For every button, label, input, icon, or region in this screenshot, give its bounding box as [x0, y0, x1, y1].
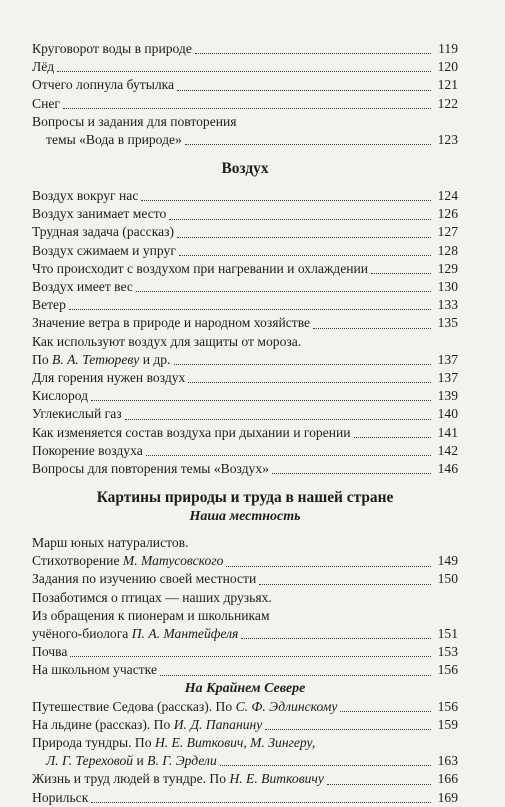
- toc-entry-title: Ветер: [32, 297, 66, 313]
- dot-leader: [177, 236, 431, 238]
- toc-entry-title: Воздух сжимаем и упруг: [32, 242, 176, 258]
- toc-entry-page: 141: [437, 424, 458, 440]
- toc-entry-page: 133: [437, 297, 458, 313]
- toc-entry-page: 122: [437, 95, 458, 111]
- toc-entry: [32, 205, 458, 223]
- toc-entry-title: На школьном участке: [32, 662, 157, 678]
- toc-entry-title: Для горения нужен воздух: [32, 369, 186, 385]
- dot-leader: [91, 801, 431, 803]
- toc-entry: [32, 789, 458, 807]
- dot-leader: [69, 308, 431, 310]
- toc-entry-author: М. Матусовского: [122, 553, 224, 569]
- toc-entry: [32, 770, 458, 788]
- section-heading-air: Воздух: [221, 160, 269, 178]
- toc-entry-title: [46, 752, 217, 770]
- dot-leader: [195, 52, 431, 54]
- toc-entry-page: 130: [437, 279, 458, 295]
- toc-entry: [32, 351, 458, 369]
- toc-entry-title: [32, 770, 324, 788]
- toc-entry-title: Как изменяется состав воздуха при дыхании и горении: [32, 424, 351, 440]
- toc-entry-line: Из обращения к пионерам и школьникам: [32, 607, 270, 623]
- toc-entry-title: [32, 625, 238, 643]
- toc-entry-title: [32, 698, 337, 716]
- toc-entry-page: 149: [437, 553, 458, 569]
- toc-entry-author: П. А. Мантейфеля: [131, 626, 239, 642]
- dot-leader: [226, 565, 431, 567]
- toc-entry-page: 140: [437, 406, 458, 422]
- toc-entry-prefix: Жизнь и труд людей в тундре. По: [32, 771, 230, 787]
- toc-entry-prefix: Стихотворение: [32, 553, 123, 569]
- toc-entry-page: 146: [437, 460, 458, 476]
- toc-entry-line: Вопросы и задания для повторения: [32, 113, 237, 129]
- dot-leader: [241, 637, 431, 639]
- dot-leader: [174, 363, 432, 365]
- toc-entry-title: Воздух занимает место: [32, 206, 167, 222]
- toc-entry-line: Марш юных натуралистов.: [32, 535, 189, 551]
- dot-leader: [327, 783, 431, 785]
- toc-entry-page: 150: [437, 571, 458, 587]
- toc-entry: [32, 643, 458, 661]
- toc-entry-title: Покорение воздуха: [32, 442, 143, 458]
- toc-entry-page: 156: [437, 662, 458, 678]
- toc-entry-page: 137: [437, 351, 458, 367]
- dot-leader: [371, 272, 431, 274]
- toc-entry-page: 139: [437, 388, 458, 404]
- toc-entry-page: 126: [437, 206, 458, 222]
- dot-leader: [188, 381, 431, 383]
- dot-leader: [272, 472, 431, 474]
- toc-entry-author: В. А. Тетюреву: [52, 351, 140, 367]
- toc-entry: [32, 752, 458, 770]
- dot-leader: [57, 70, 431, 72]
- toc-entry: [32, 224, 458, 242]
- toc-entry: [32, 716, 458, 734]
- subsection-heading-north: На Крайнем Севере: [184, 680, 306, 696]
- toc-entry-title: Углекислый газ: [32, 406, 122, 422]
- toc-entry-page: 120: [437, 59, 458, 75]
- dot-leader: [220, 764, 431, 766]
- toc-entry: [32, 571, 458, 589]
- toc-entry: [32, 278, 458, 296]
- toc-entry-title: Круговорот воды в природе: [32, 40, 192, 56]
- toc-entry-page: 123: [437, 131, 458, 147]
- dot-leader: [125, 418, 431, 420]
- dot-leader: [313, 327, 431, 329]
- toc-entry-title: Отчего лопнула бутылка: [32, 77, 175, 93]
- dot-leader: [259, 583, 431, 585]
- toc-entry-author: В. Г. Эрдели: [147, 753, 217, 769]
- toc-entry: [32, 661, 458, 679]
- toc-entry-author: Н. Е. Витковичу: [229, 771, 324, 787]
- toc-entry-title: Почва: [32, 644, 68, 660]
- toc-entry: [32, 296, 458, 314]
- table-of-contents: [32, 40, 458, 807]
- toc-entry-page: 137: [437, 369, 458, 385]
- subsection-heading-local: Наша местность: [189, 509, 301, 525]
- toc-entry-page: 127: [437, 224, 458, 240]
- dot-leader: [354, 436, 431, 438]
- toc-entry-conj: и: [133, 753, 148, 769]
- toc-entry: [32, 58, 458, 76]
- toc-entry-page: 142: [437, 442, 458, 458]
- toc-entry: [32, 625, 458, 643]
- toc-entry-page: 135: [437, 315, 458, 331]
- toc-entry-page: 169: [437, 789, 458, 805]
- toc-entry-title: темы «Вода в природе»: [46, 131, 182, 147]
- toc-entry-page: 166: [437, 771, 458, 787]
- toc-entry-title: Кислород: [32, 388, 89, 404]
- toc-entry-suffix: и др.: [139, 351, 171, 367]
- toc-entry-title: [32, 351, 171, 369]
- dot-leader: [160, 674, 431, 676]
- toc-entry-page: 124: [437, 188, 458, 204]
- toc-entry-title: Лёд: [32, 59, 55, 75]
- toc-entry-title: Что происходит с воздухом при нагревании и охлаждении: [32, 260, 369, 276]
- toc-entry-page: 121: [437, 77, 458, 93]
- toc-entry-prefix: Путешествие Седова (рассказ). По: [32, 698, 236, 714]
- toc-entry-title: Воздух имеет вес: [32, 279, 133, 295]
- toc-entry: [32, 387, 458, 405]
- dot-leader: [340, 710, 431, 712]
- toc-entry-page: 151: [437, 626, 458, 642]
- section-heading-nature: Картины природы и труда в нашей стране: [96, 489, 394, 507]
- toc-entry-prefix: По: [32, 351, 53, 367]
- toc-entry-prefix: На льдине (рассказ). По: [32, 716, 174, 732]
- dot-leader: [265, 728, 431, 730]
- dot-leader: [185, 143, 431, 145]
- dot-leader: [70, 655, 431, 657]
- toc-entry-title: [32, 716, 262, 734]
- toc-entry-author: С. Ф. Эдлинскому: [235, 698, 338, 714]
- toc-entry-title: Трудная задача (рассказ): [32, 224, 175, 240]
- dot-leader: [169, 218, 431, 220]
- dot-leader: [91, 399, 431, 401]
- toc-entry-line: Как используют воздух для защиты от мороза.: [32, 333, 302, 349]
- dot-leader: [63, 107, 431, 109]
- toc-entry: [32, 424, 458, 442]
- toc-entry: [32, 405, 458, 423]
- toc-entry-page: 129: [437, 260, 458, 276]
- dot-leader: [179, 254, 431, 256]
- dot-leader: [146, 454, 431, 456]
- toc-entry-title: Норильск: [32, 789, 89, 805]
- toc-entry-author: Л. Г. Тереховой: [46, 753, 134, 769]
- toc-entry: [32, 95, 458, 113]
- toc-entry-page: 119: [438, 40, 458, 56]
- toc-entry: [32, 314, 458, 332]
- toc-entry-prefix: Природа тундры. По: [32, 735, 155, 750]
- toc-entry-page: 159: [437, 716, 458, 732]
- toc-entry: [32, 442, 458, 460]
- toc-entry: [32, 40, 458, 58]
- dot-leader: [141, 199, 431, 201]
- toc-entry: [32, 260, 458, 278]
- toc-entry-title: Задания по изучению своей местности: [32, 571, 257, 587]
- toc-entry-title: Снег: [32, 95, 60, 111]
- toc-entry: [32, 698, 458, 716]
- toc-entry: [32, 76, 458, 94]
- toc-entry: [32, 242, 458, 260]
- toc-entry-page: 156: [437, 698, 458, 714]
- dot-leader: [177, 89, 431, 91]
- toc-entry-title: Вопросы для повторения темы «Воздух»: [32, 460, 269, 476]
- dot-leader: [136, 290, 431, 292]
- toc-entry-page: 128: [437, 242, 458, 258]
- toc-entry-line: Позаботимся о птицах — наших друзьях.: [32, 589, 272, 605]
- toc-entry: [32, 187, 458, 205]
- toc-entry-title: [32, 552, 223, 570]
- toc-entry-page: 153: [437, 644, 458, 660]
- toc-entry-author: Н. Е. Виткович, М. Зингеру,: [154, 735, 316, 750]
- toc-entry-title: Воздух вокруг нас: [32, 188, 139, 204]
- toc-entry: [32, 552, 458, 570]
- toc-entry-title: Значение ветра в природе и народном хозяйстве: [32, 315, 311, 331]
- toc-entry-page: 163: [437, 753, 458, 769]
- toc-entry-prefix: учёного-биолога: [32, 626, 132, 642]
- toc-entry-author: И. Д. Папанину: [173, 716, 263, 732]
- toc-entry: [32, 131, 458, 149]
- toc-entry: [32, 460, 458, 478]
- toc-entry: [32, 369, 458, 387]
- toc-entry-line: [32, 734, 458, 752]
